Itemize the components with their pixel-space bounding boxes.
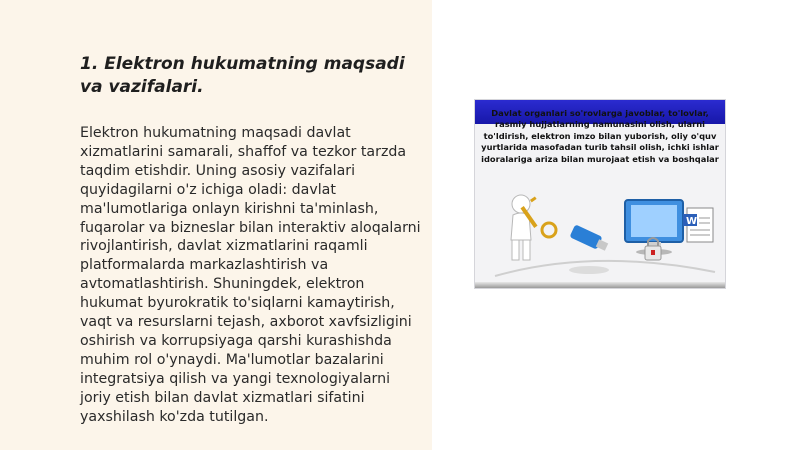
e-government-illustration	[474, 99, 726, 289]
image-caption-text: Davlat organlari so'rovlarga javoblar, to'lovlar, rasmiy hujjatlarning namunasini olish, ularni to'ldirish, elektron imzo bilan yuborish, oliy o'quv yurtlarida masofadan turib tahsil olish, ichki ishlar idoralariga ariza bilan murojaat etish va boshqalar	[481, 108, 719, 164]
figure-with-key-icon	[511, 195, 556, 260]
illustration-graphics	[475, 188, 725, 284]
word-document-icon	[683, 208, 713, 242]
usb-flash-drive-icon	[569, 224, 609, 274]
image-bottom-bar	[475, 282, 725, 288]
slide-body-text: Elektron hukumatning maqsadi davlat xizmatlarini samarali, shaffof va tezkor tarzda taqdim etishdir. Uning asosiy vazifalari quyidagilarni o'z ichiga oladi: davlat ma'lumotlariga onlayn kirishni ta'minlash, fuqarolar va bizneslar bilan interaktiv aloqalarni rivojlantirish, davlat xizmatlarini raqamli platformalarda markazlashtirish va avtomatlashtirish. Shuningdek, elektron hukumat byurokratik to'siqlarni kamaytirish, vaqt va resurslarni tejash, axborot xavfsizligini oshirish va korrupsiyaga qarshi kurashishda muhim rol o'ynaydi. Ma'lumotlar bazalarini integratsiya qilish va yangi texnologiyalarni joriy etish bilan davlat xizmatlari sifatini yaxshilash ko'zda tutilgan.	[80, 125, 421, 425]
slide-heading: 1. Elektron hukumatning maqsadi va vazifalari.	[80, 54, 405, 97]
svg-text:W: W	[686, 216, 698, 227]
